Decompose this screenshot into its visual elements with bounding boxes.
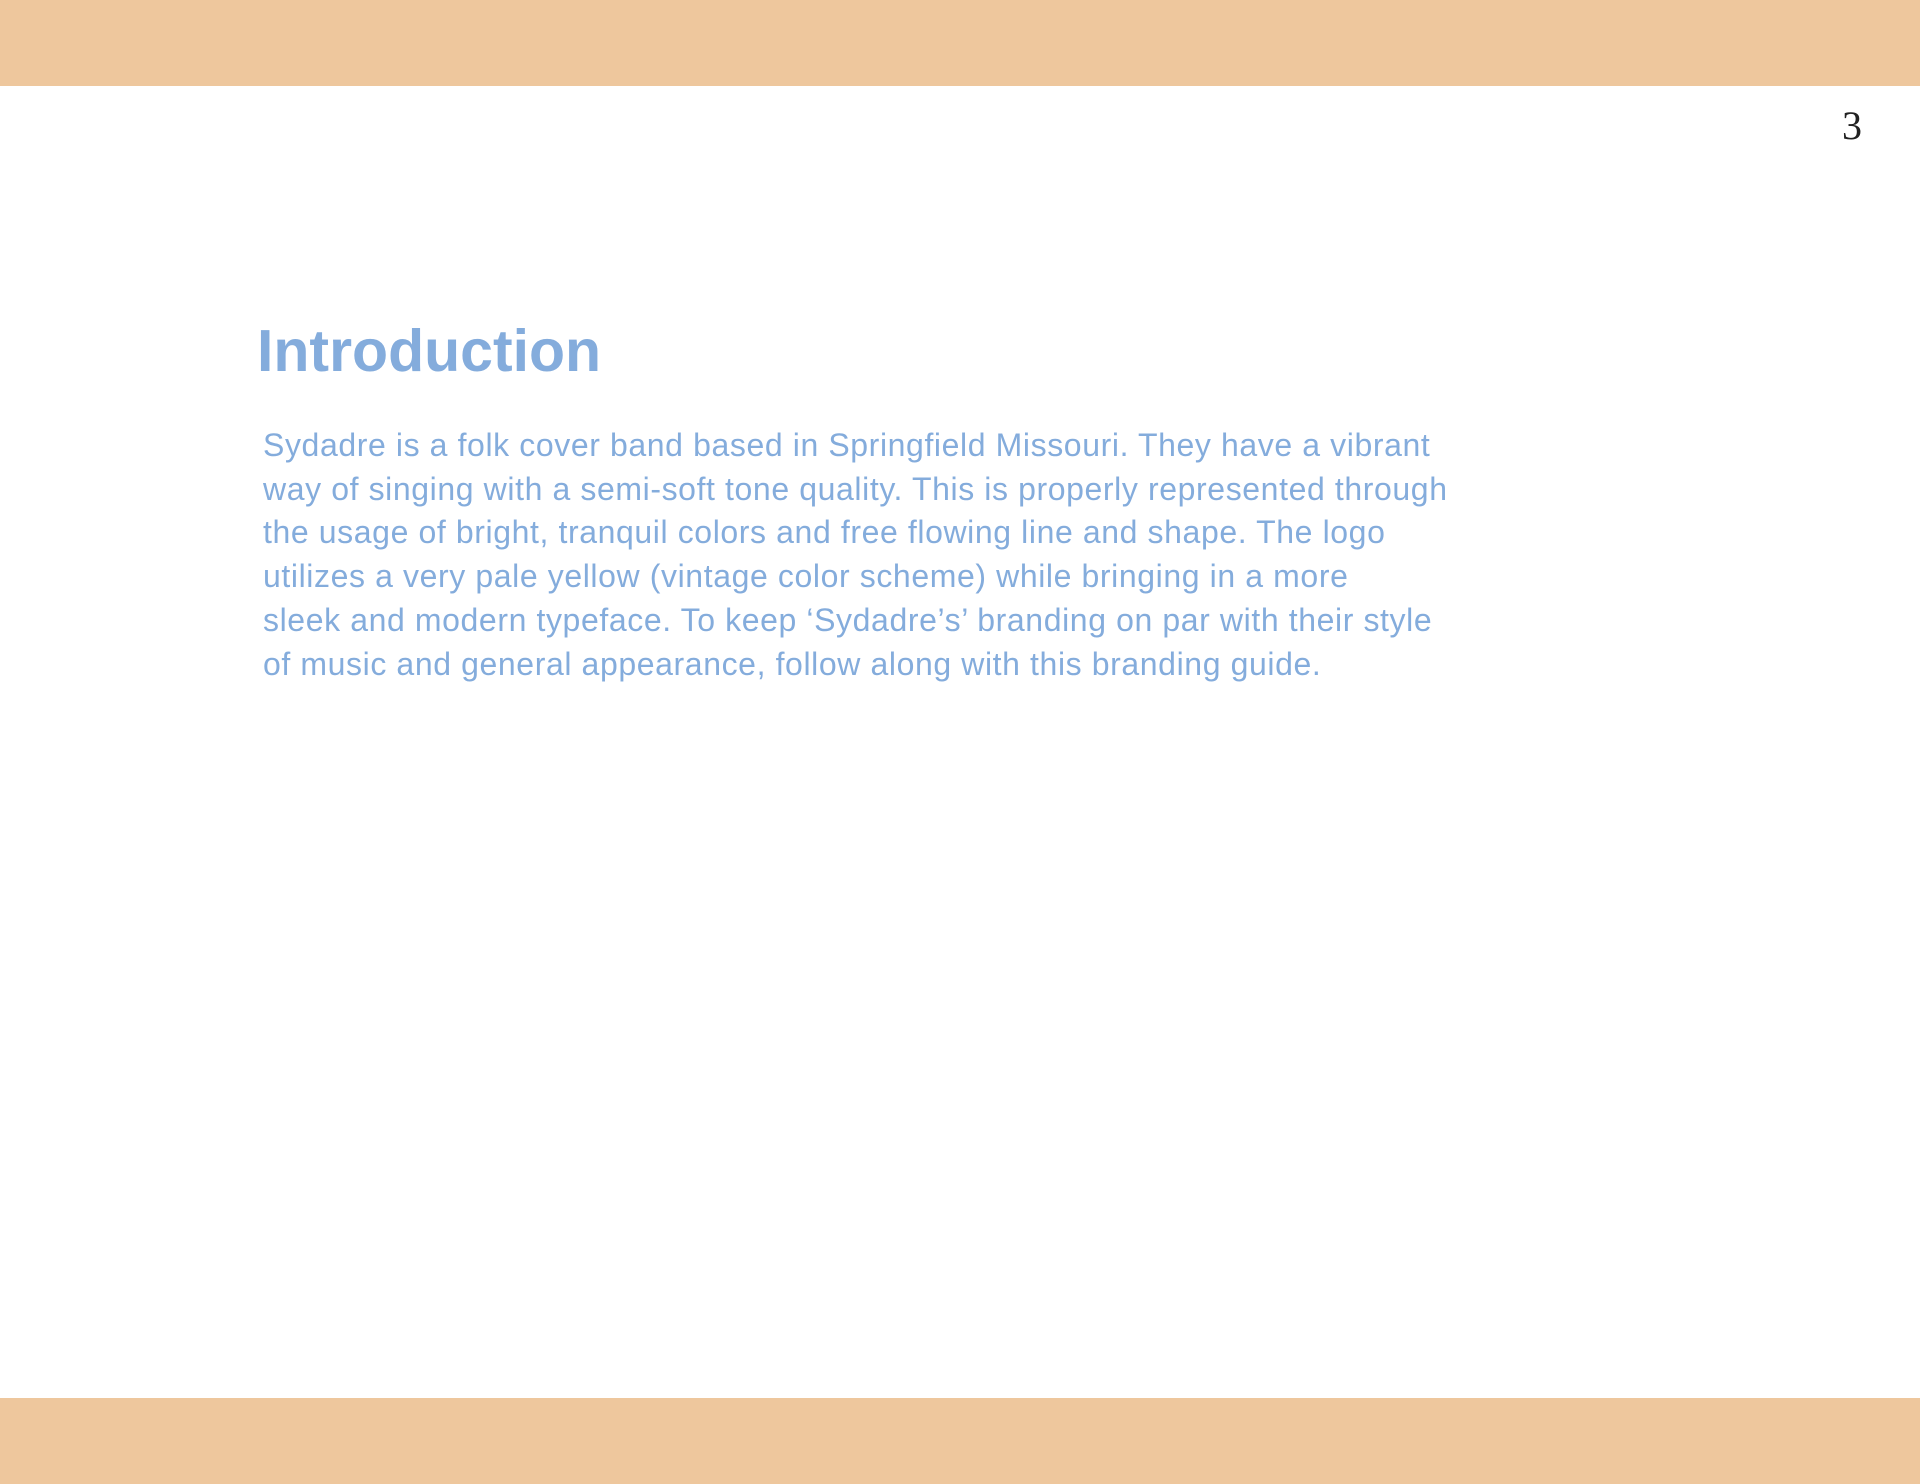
introduction-paragraph xyxy=(263,424,1683,686)
paragraph-line: utilizes a very pale yellow (vintage color scheme) while bringing in a more xyxy=(263,558,1349,595)
paragraph-line: way of singing with a semi-soft tone quality. This is properly represented through xyxy=(263,470,1448,507)
paragraph-line: Sydadre is a folk cover band based in Springfield Missouri. They have a vibrant xyxy=(263,427,1431,463)
page-title: Introduction xyxy=(257,318,602,384)
paragraph-line: the usage of bright, tranquil colors and free flowing line and shape. The logo xyxy=(263,514,1386,551)
paragraph-line: sleek and modern typeface. To keep ‘Sydadre’s’ branding on par with their style xyxy=(263,601,1433,638)
bottom-color-band xyxy=(0,1398,1920,1484)
top-color-band xyxy=(0,0,1920,86)
page-number: 3 xyxy=(1842,103,1862,148)
paragraph-line: of music and general appearance, follow along with this branding guide. xyxy=(263,645,1322,682)
